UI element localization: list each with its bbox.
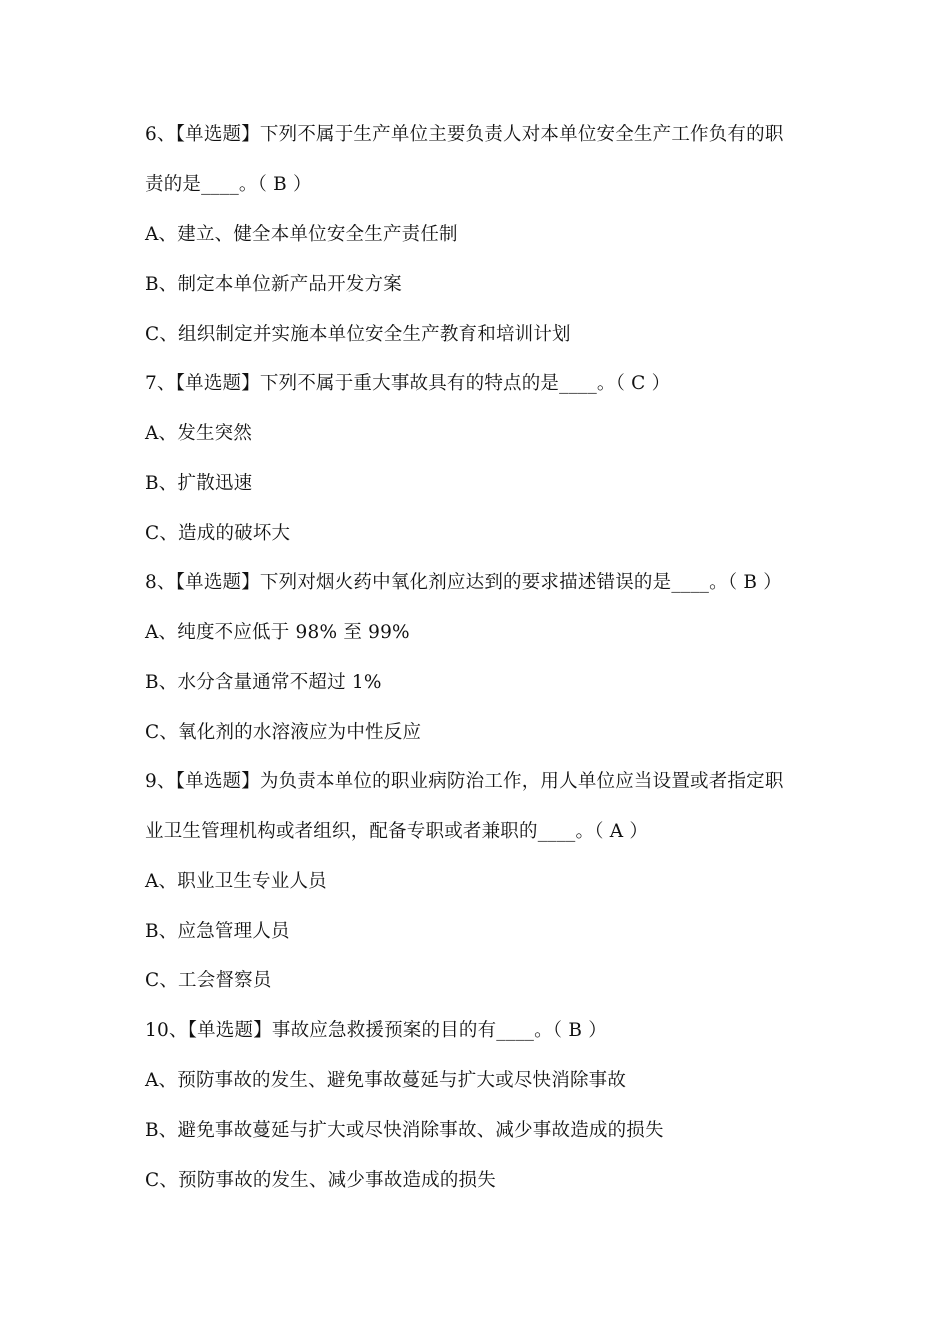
question-8-option-a: A、纯度不应低于 98% 至 99% (145, 622, 410, 643)
question-6-stem-line-1: 6、【单选题】下列不属于生产单位主要负责人对本单位安全生产工作负有的职 (145, 124, 784, 145)
question-9-option-b: B、应急管理人员 (145, 921, 290, 942)
question-8-stem-line-1: 8、【单选题】下列对烟火药中氧化剂应达到的要求描述错误的是____。（ B ） (145, 572, 782, 593)
question-7-option-b: B、扩散迅速 (145, 473, 253, 494)
question-7-option-c: C、造成的破坏大 (145, 523, 291, 544)
question-9-option-a: A、职业卫生专业人员 (145, 871, 327, 892)
question-10-option-a: A、预防事故的发生、避免事故蔓延与扩大或尽快消除事故 (145, 1070, 627, 1091)
question-8-option-b: B、水分含量通常不超过 1% (145, 672, 382, 693)
question-6-stem-line-2: 责的是____。（ B ） (145, 174, 312, 195)
question-7-stem-line-1: 7、【单选题】下列不属于重大事故具有的特点的是____。（ C ） (145, 373, 671, 394)
question-9-stem-line-2: 业卫生管理机构或者组织，配备专职或者兼职的____。（ A ） (145, 821, 649, 842)
question-9-option-c: C、工会督察员 (145, 970, 272, 991)
question-7-option-a: A、发生突然 (145, 423, 253, 444)
question-10-stem-line-1: 10、【单选题】事故应急救援预案的目的有____。（ B ） (145, 1020, 607, 1041)
question-6-option-b: B、制定本单位新产品开发方案 (145, 274, 402, 295)
question-10-option-b: B、避免事故蔓延与扩大或尽快消除事故、减少事故造成的损失 (145, 1120, 664, 1141)
question-10-option-c: C、预防事故的发生、减少事故造成的损失 (145, 1170, 496, 1191)
question-6-option-a: A、建立、健全本单位安全生产责任制 (145, 224, 458, 245)
question-9-stem-line-1: 9、【单选题】为负责本单位的职业病防治工作，用人单位应当设置或者指定职 (145, 771, 784, 792)
question-8-option-c: C、氧化剂的水溶液应为中性反应 (145, 722, 422, 743)
question-6-option-c: C、组织制定并实施本单位安全生产教育和培训计划 (145, 324, 571, 345)
